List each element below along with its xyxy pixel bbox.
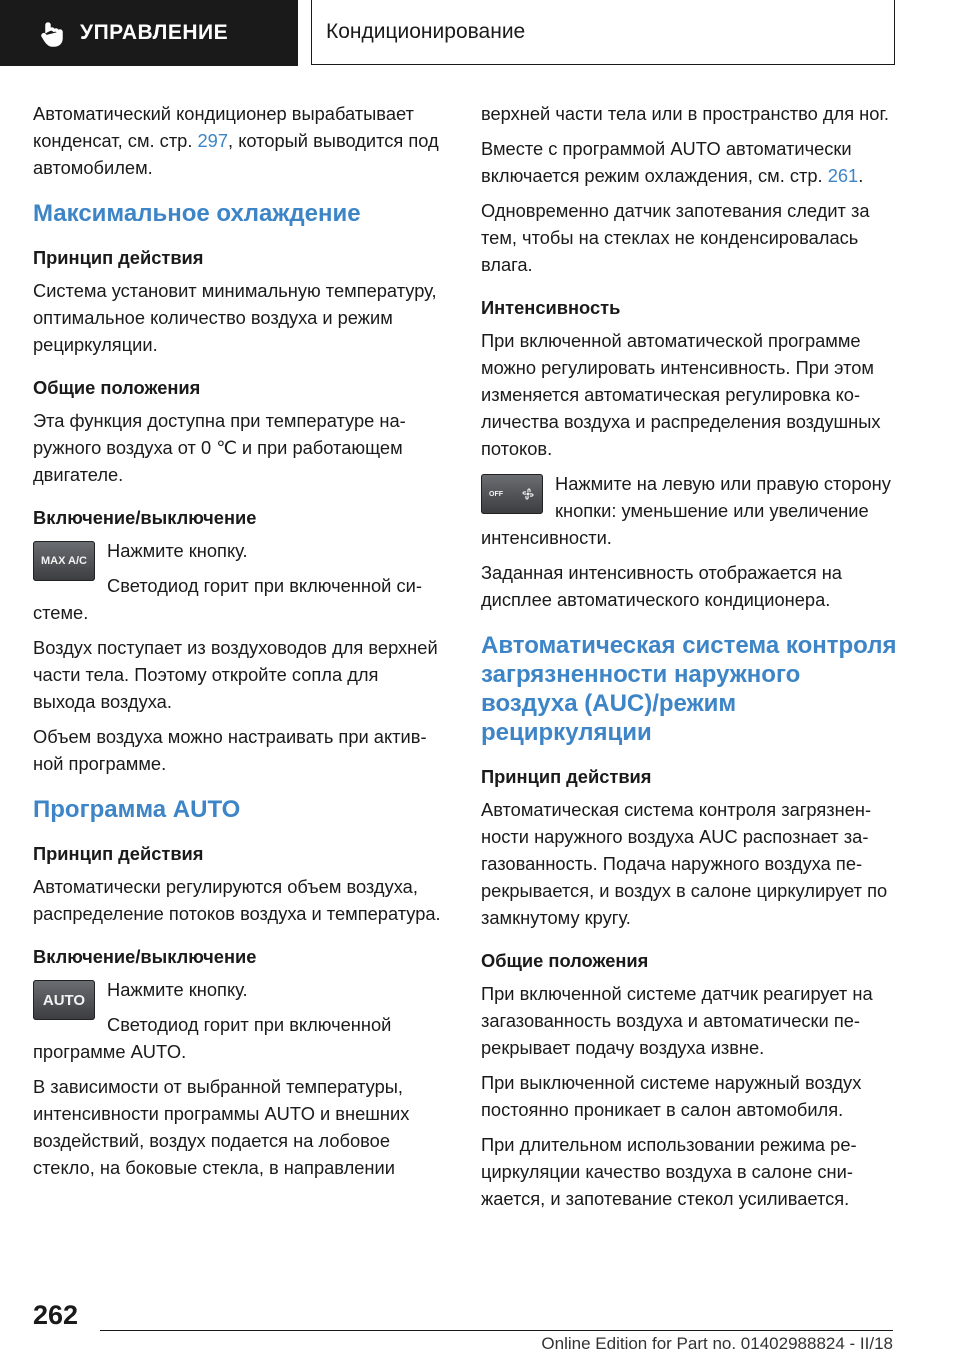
paragraph: В зависимости от выбранной температуры, интенсивности программы AUTO и внешних воздействий, воздух подается на лобовое стекло, на боковые стекла, в направлении <box>33 1076 410 1178</box>
fan-off-label: OFF <box>489 490 503 498</box>
paragraph: Заданная интенсивность отображается на дисплее автоматического кондиционера. <box>481 562 842 610</box>
chapter-title-box <box>311 0 895 65</box>
footer-divider <box>100 1330 893 1331</box>
paragraph: При включенной системе датчик реагирует на загазованность воздуха и автоматически перекрывает подачу воздуха извне. <box>481 983 873 1058</box>
paragraph: Воздух поступает из воздуховодов для верхней части тела. Поэтому откройте сопла для выхода воздуха. <box>33 637 438 712</box>
right-column <box>481 100 899 1220</box>
subheading-principle: Принцип действия <box>481 766 652 787</box>
heading-max-cooling: Максимальное охлаждение <box>33 200 361 227</box>
edition-note: Online Edition for Part no. 01402988824 - II/18 <box>541 1334 893 1353</box>
paragraph: Вместе с программой AUTO автоматически включается режим охлаждения, см. стр. 261. <box>481 138 864 186</box>
subheading-general: Общие положения <box>481 950 649 971</box>
button-instruction <box>33 537 443 634</box>
section-tab <box>0 0 298 66</box>
paragraph: Нажмите на левую или правую сторону кнопки: уменьшение или увеличение интенсивности. <box>481 473 891 548</box>
subheading-intensity: Интенсивность <box>481 297 621 318</box>
page-number: 262 <box>33 1300 79 1330</box>
paragraph: Одновременно датчик запотевания следит за тем, чтобы на стеклах не конденсировалась влага. <box>481 200 870 275</box>
button-instruction <box>481 470 899 559</box>
left-column <box>33 100 443 1189</box>
hand-pointer-icon <box>40 19 66 47</box>
heading-auc: Автоматическая система контроля загрязненности наружного воздуха (AUC)/режим рециркуляции <box>481 632 897 746</box>
paragraph: Светодиод горит при включенной программе AUTO. <box>33 1014 392 1062</box>
subheading-principle: Принцип действия <box>33 247 204 268</box>
subheading-onoff: Включение/выключение <box>33 507 257 528</box>
paragraph: При включенной автоматической программе можно регулировать интенсивность. При этом изменяется автоматическая регулировка количества воздуха и распределения воздушных потоков. <box>481 330 881 459</box>
intro-paragraph: Автоматический кондиционер вырабатывает конденсат, см. стр. 297, который выводится под автомобилем. <box>33 103 439 178</box>
page-link-261[interactable]: 261 <box>827 165 859 186</box>
paragraph: Объем воздуха можно настраивать при активной программе. <box>33 726 427 774</box>
auto-button-image: AUTO <box>33 980 95 1020</box>
paragraph: При выключенной системе наружный воздух постоянно проникает в салон автомобиля. <box>481 1072 862 1120</box>
paragraph: Нажмите кнопку. <box>107 540 248 561</box>
fan-icon <box>521 487 535 501</box>
paragraph: Светодиод горит при включенной системе. <box>33 575 422 623</box>
paragraph: Система установит минимальную температуру, оптимальное количество воздуха и режим рециркуляции. <box>33 280 437 355</box>
section-label: УПРАВЛЕНИЕ <box>80 21 229 44</box>
subheading-onoff: Включение/выключение <box>33 946 257 967</box>
paragraph: верхней части тела или в пространство для ног. <box>481 103 889 124</box>
button-instruction <box>33 976 443 1073</box>
paragraph: Эта функция доступна при температуре наружного воздуха от 0 ℃ и при работающем двигателе. <box>33 410 406 485</box>
paragraph: Нажмите кнопку. <box>107 979 248 1000</box>
page-header <box>0 0 960 66</box>
paragraph: Автоматическая система контроля загрязненности наружного воздуха AUC распознает загазованность. Подача наружного воздуха перекрывается, и воздух в салоне циркулирует по замкнутому кругу. <box>481 799 888 928</box>
subheading-principle: Принцип действия <box>33 843 204 864</box>
paragraph: Автоматически регулируются объем воздуха, распределение потоков воздуха и температура. <box>33 876 441 924</box>
paragraph: При длительном использовании режима рециркуляции качество воздуха в салоне снижается, и запотевание стекол усиливается. <box>481 1134 857 1209</box>
fan-intensity-button-image <box>481 474 543 514</box>
subheading-general: Общие положения <box>33 377 201 398</box>
max-ac-button-image: MAX A/C <box>33 541 95 581</box>
heading-auto-program: Программа AUTO <box>33 796 241 823</box>
page-link-297[interactable]: 297 <box>197 130 229 151</box>
chapter-title: Кондиционирование <box>326 20 526 43</box>
